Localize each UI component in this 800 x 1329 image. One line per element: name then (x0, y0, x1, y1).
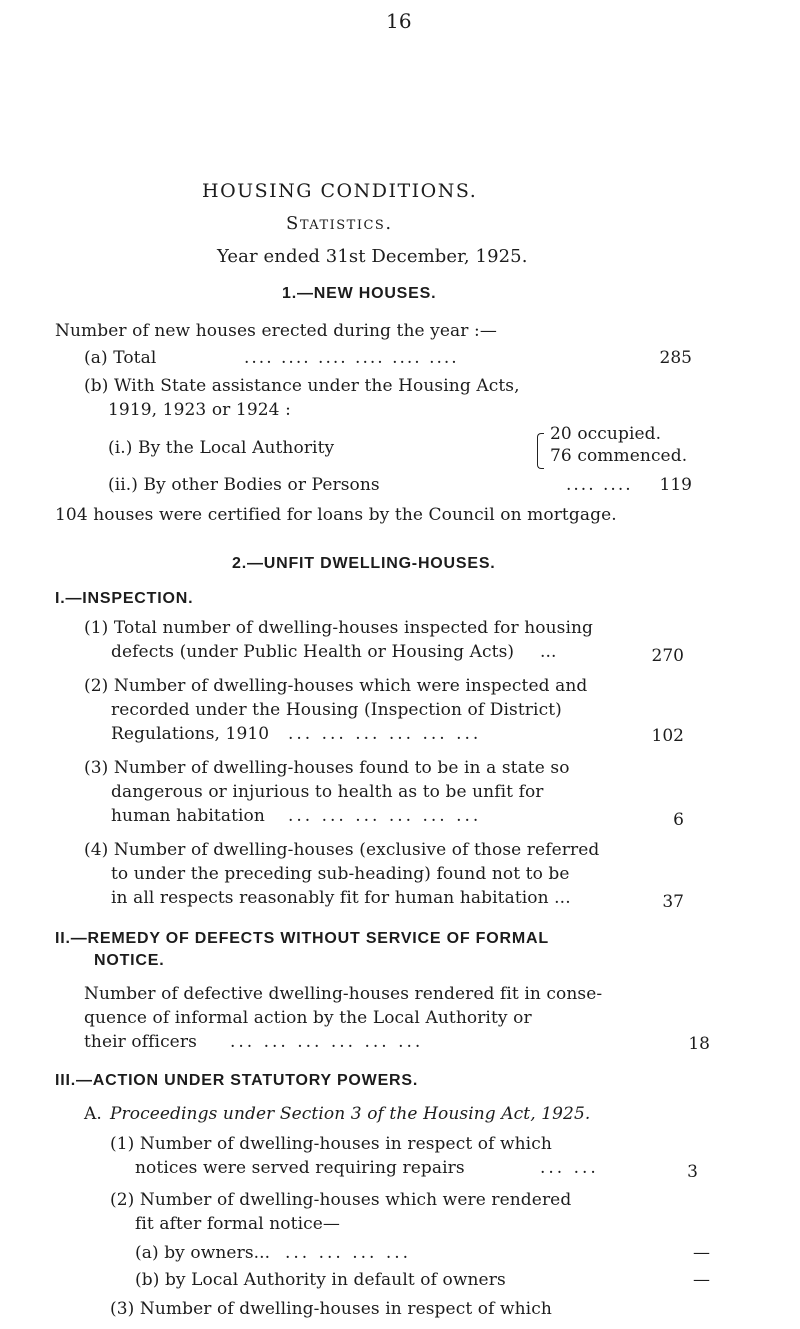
inspection-item4-line1: (4) Number of dwelling-houses (exclusive of those referred (84, 840, 600, 860)
action-item2-line1: (2) Number of dwelling-houses which were rendered (110, 1190, 572, 1210)
inspection-item3-value: 6 (673, 810, 684, 830)
action-item2a-label: (a) by owners... (135, 1243, 271, 1263)
total-label: (a) Total (84, 348, 157, 368)
inspection-item2-value: 102 (651, 726, 684, 746)
inspection-item2-line3: Regulations, 1910 (111, 724, 270, 744)
occupied-value: 20 occupied. (550, 424, 662, 444)
section2-heading: 2.—UNFIT DWELLING-HOUSES. (232, 555, 496, 572)
action-item1-value: 3 (687, 1162, 698, 1182)
inspection-item1-dots: ... (540, 642, 557, 662)
action-item2b-label: (b) by Local Authority in default of owners (135, 1270, 506, 1290)
inspection-item4-line2: to under the preceding sub-heading) found not to be (111, 864, 570, 884)
remedy-line2: quence of informal action by the Local Authority or (84, 1008, 532, 1028)
action-item1-line1: (1) Number of dwelling-houses in respect of which (110, 1134, 552, 1154)
inspection-item1-value: 270 (651, 646, 684, 666)
other-bodies-value: 119 (659, 475, 692, 495)
action-a-text: Proceedings under Section 3 of the Housing Act, 1925. (110, 1104, 591, 1124)
page-number: 16 (386, 9, 412, 33)
remedy-heading-line1: II.—REMEDY OF DEFECTS WITHOUT SERVICE OF FORMAL (55, 930, 549, 947)
year-line: Year ended 31st December, 1925. (217, 246, 528, 267)
inspection-item1-line1: (1) Total number of dwelling-houses inspected for housing (84, 618, 594, 638)
remedy-heading-line2: NOTICE. (94, 952, 165, 969)
other-bodies-dots: .... .... (566, 475, 633, 495)
action-a-label: A. (84, 1104, 102, 1124)
remedy-value: 18 (688, 1034, 710, 1054)
action-item1-line2: notices were served requiring repairs (135, 1158, 465, 1178)
loans-line: 104 houses were certified for loans by the Council on mortgage. (55, 505, 617, 525)
inspection-item3-line1: (3) Number of dwelling-houses found to be in a state so (84, 758, 570, 778)
action-item2a-dots: ... ... ... ... (285, 1243, 412, 1263)
action-heading: III.—ACTION UNDER STATUTORY POWERS. (55, 1072, 419, 1089)
remedy-dots: ... ... ... ... ... ... (230, 1032, 424, 1052)
action-item2a-value: — (693, 1243, 710, 1263)
inspection-item2-line1: (2) Number of dwelling-houses which were inspected and (84, 676, 588, 696)
inspection-item4-value: 37 (662, 892, 684, 912)
inspection-item3-dots: ... ... ... ... ... ... (288, 806, 482, 826)
page-title: HOUSING CONDITIONS. (202, 180, 478, 202)
action-item3-line1: (3) Number of dwelling-houses in respect of which (110, 1299, 552, 1319)
remedy-line3: their officers (84, 1032, 197, 1052)
inspection-item2-dots: ... ... ... ... ... ... (288, 724, 482, 744)
inspection-item1-line2: defects (under Public Health or Housing Acts) (111, 642, 515, 662)
action-item2b-value: — (693, 1270, 710, 1290)
commenced-value: 76 commenced. (550, 446, 688, 466)
local-authority-label: (i.) By the Local Authority (108, 438, 335, 458)
inspection-item3-line2: dangerous or injurious to health as to be unfit for (111, 782, 544, 802)
other-bodies-label: (ii.) By other Bodies or Persons (108, 475, 380, 495)
section1-heading: 1.—NEW HOUSES. (282, 285, 437, 302)
state-assistance-line1: (b) With State assistance under the Housing Acts, (84, 376, 520, 396)
state-assistance-line2: 1919, 1923 or 1924 : (108, 400, 291, 420)
action-item2-line2: fit after formal notice— (135, 1214, 340, 1234)
inspection-item2-line2: recorded under the Housing (Inspection of District) (111, 700, 562, 720)
inspection-heading: I.—INSPECTION. (55, 590, 194, 607)
inspection-item4-line3: in all respects reasonably fit for human habitation ... (111, 888, 571, 908)
remedy-line1: Number of defective dwelling-houses rendered fit in conse- (84, 984, 603, 1004)
inspection-item3-line3: human habitation (111, 806, 265, 826)
total-value: 285 (659, 348, 692, 368)
new-houses-intro: Number of new houses erected during the year :— (55, 321, 497, 341)
action-item1-dots: ... ... (540, 1158, 599, 1178)
total-leader-dots: .... .... .... .... .... .... (244, 348, 459, 368)
page-subtitle: Statistics. (286, 213, 393, 234)
brace-icon (537, 433, 544, 469)
